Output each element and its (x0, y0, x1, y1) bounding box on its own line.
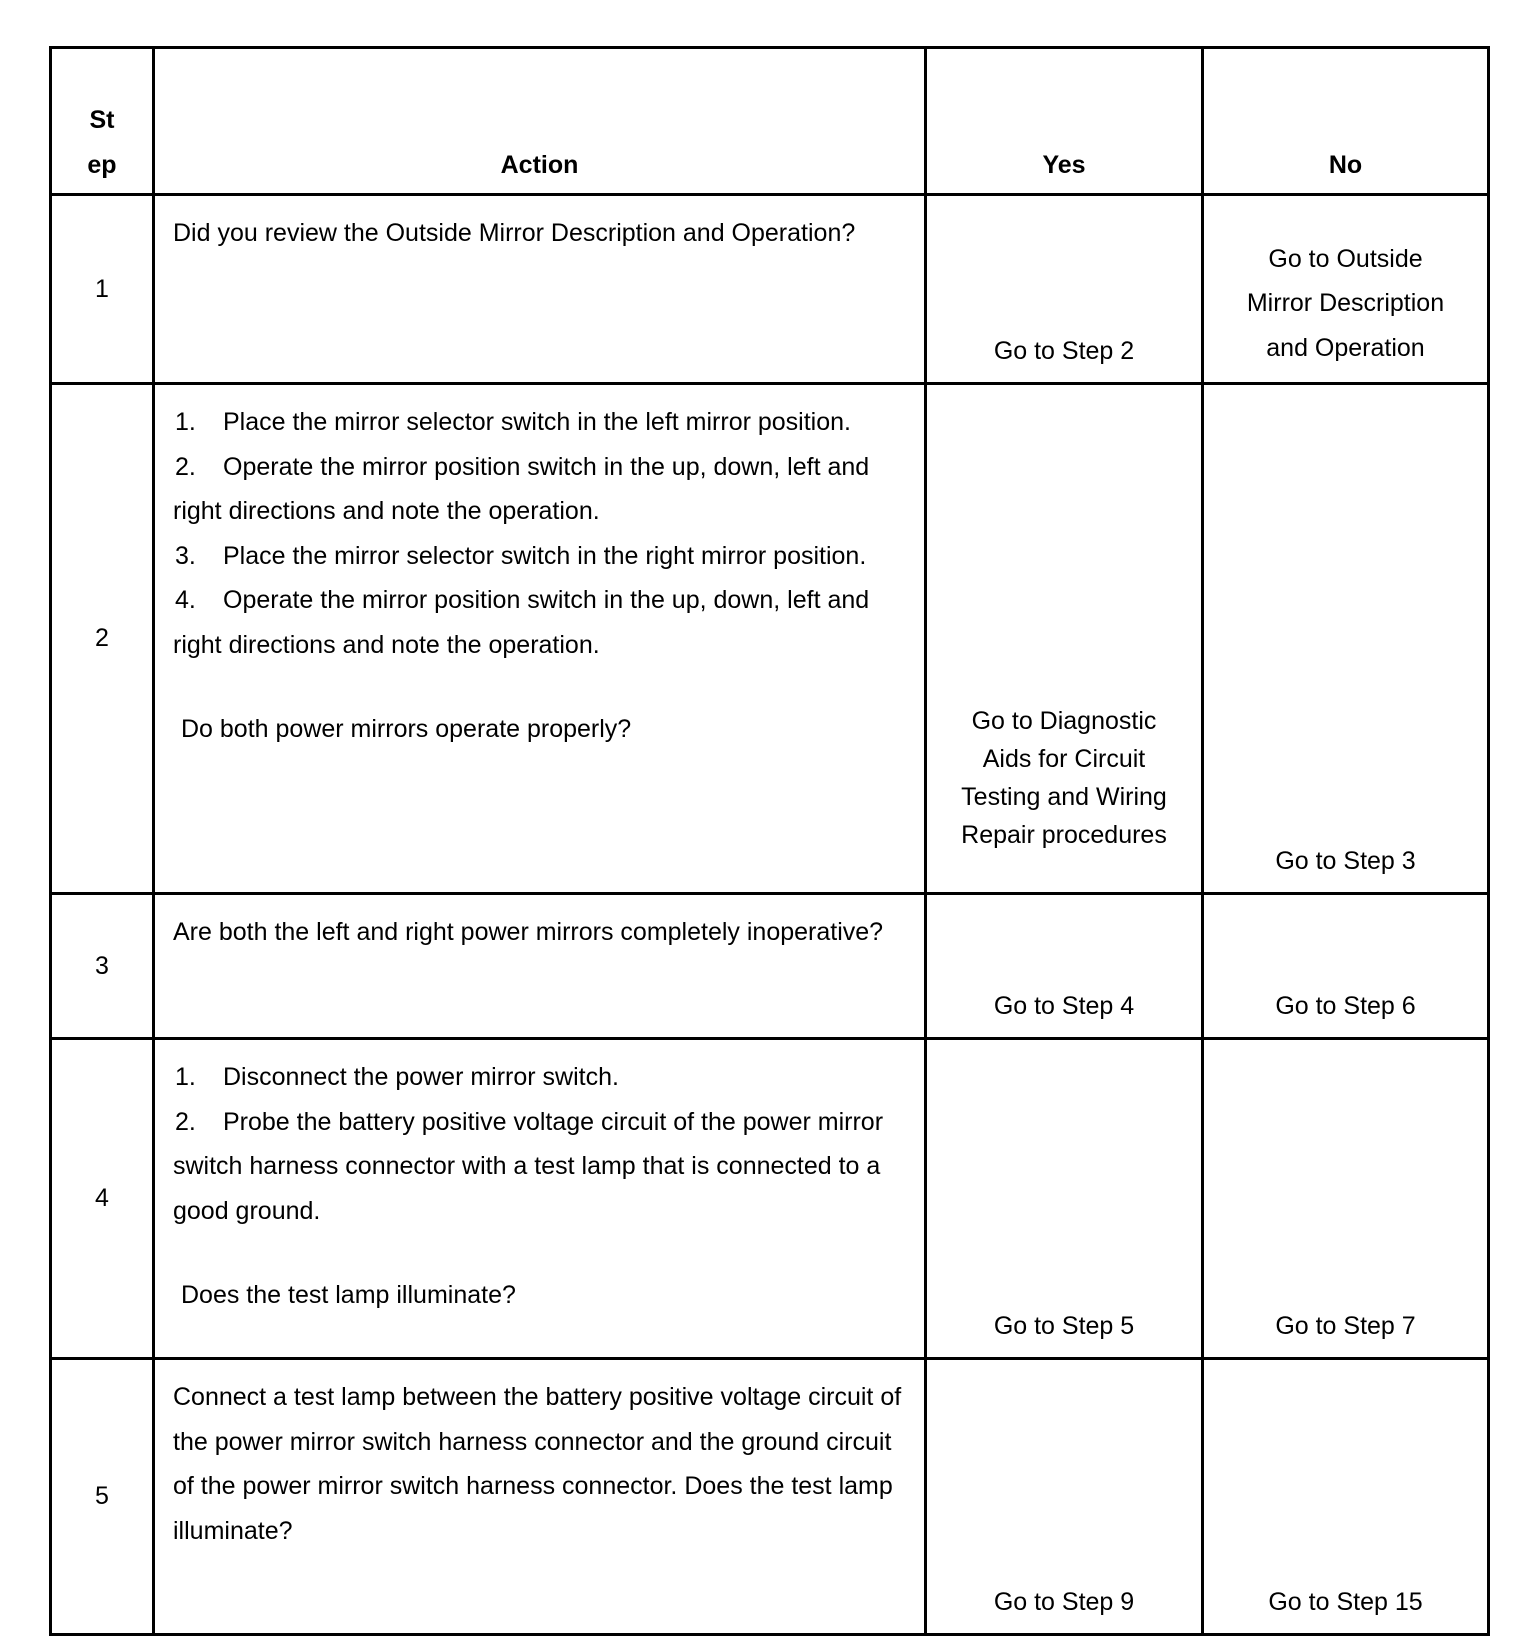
list-item-text: Place the mirror selector switch in the left mirror position. (223, 408, 851, 436)
no-result-line: and Operation (1266, 333, 1425, 362)
diagnostic-table (49, 46, 1490, 1636)
action-list (154, 1039, 926, 1359)
step-number: 3 (51, 894, 154, 1039)
list-item-number: 2. (175, 1107, 196, 1136)
yes-result: Go to Step 4 (926, 894, 1203, 1039)
no-result: Go to Step 15 (1203, 1359, 1489, 1635)
header-step (51, 48, 154, 195)
header-step-line2: ep (87, 150, 117, 179)
list-item (173, 1055, 914, 1100)
yes-result-line: Repair procedures (961, 821, 1167, 849)
list-item-number: 1. (175, 1063, 196, 1091)
list-item-text: Operate the mirror position switch in the up, down, left and right directions and note the operation. (173, 452, 870, 525)
no-result (1203, 195, 1489, 384)
yes-result: Go to Step 9 (926, 1359, 1203, 1635)
header-step-line1: St (89, 106, 115, 134)
action-text: Connect a test lamp between the battery positive voltage circuit of the power mirror switch harness connector and the ground circuit of the power mirror switch harness connector. Does the test lamp illuminate? (154, 1359, 926, 1635)
no-result: Go to Step 7 (1203, 1039, 1489, 1359)
step-number: 1 (51, 195, 154, 384)
list-item (173, 445, 914, 534)
list-item-number: 3. (175, 541, 196, 570)
question-text: Does the test lamp illuminate? (181, 1281, 516, 1309)
table-row (51, 195, 1489, 384)
step-number: 4 (51, 1039, 154, 1359)
yes-result-line: Aids for Circuit (982, 745, 1146, 773)
header-row (51, 48, 1489, 195)
yes-result: Go to Step 2 (926, 195, 1203, 384)
list-item-number: 2. (175, 452, 196, 481)
table-row (51, 1359, 1489, 1635)
header-yes: Yes (926, 48, 1203, 195)
table-row (51, 384, 1489, 894)
list-item-text: Disconnect the power mirror switch. (223, 1063, 619, 1091)
list-item (173, 578, 914, 667)
action-text: Did you review the Outside Mirror Description and Operation? (154, 195, 926, 384)
list-item (173, 400, 914, 445)
list-item-text: Place the mirror selector switch in the right mirror position. (223, 541, 867, 570)
question-text: Do both power mirrors operate properly? (181, 715, 632, 743)
step-number: 5 (51, 1359, 154, 1635)
action-list (154, 384, 926, 894)
no-result-line: Mirror Description (1246, 289, 1445, 317)
no-result: Go to Step 3 (1203, 384, 1489, 894)
list-item-text: Operate the mirror position switch in the up, down, left and right directions and note the operation. (173, 586, 870, 659)
list-item-number: 4. (175, 586, 196, 614)
no-result: Go to Step 6 (1203, 894, 1489, 1039)
action-text: Are both the left and right power mirrors completely inoperative? (154, 894, 926, 1039)
list-item-number: 1. (175, 408, 196, 436)
list-item-text: Probe the battery positive voltage circuit of the power mirror switch harness connector with a test lamp that is connected to a good ground. (173, 1107, 884, 1225)
header-no: No (1203, 48, 1489, 195)
yes-result-line: Go to Diagnostic (971, 707, 1157, 735)
list-item (173, 534, 914, 579)
header-action: Action (154, 48, 926, 195)
yes-result: Go to Step 5 (926, 1039, 1203, 1359)
list-item (173, 1100, 914, 1234)
yes-result (926, 384, 1203, 894)
yes-result-line: Testing and Wiring (961, 783, 1167, 811)
table-row (51, 894, 1489, 1039)
step-number: 2 (51, 384, 154, 894)
table-row (51, 1039, 1489, 1359)
no-result-line: Go to Outside (1268, 244, 1423, 273)
